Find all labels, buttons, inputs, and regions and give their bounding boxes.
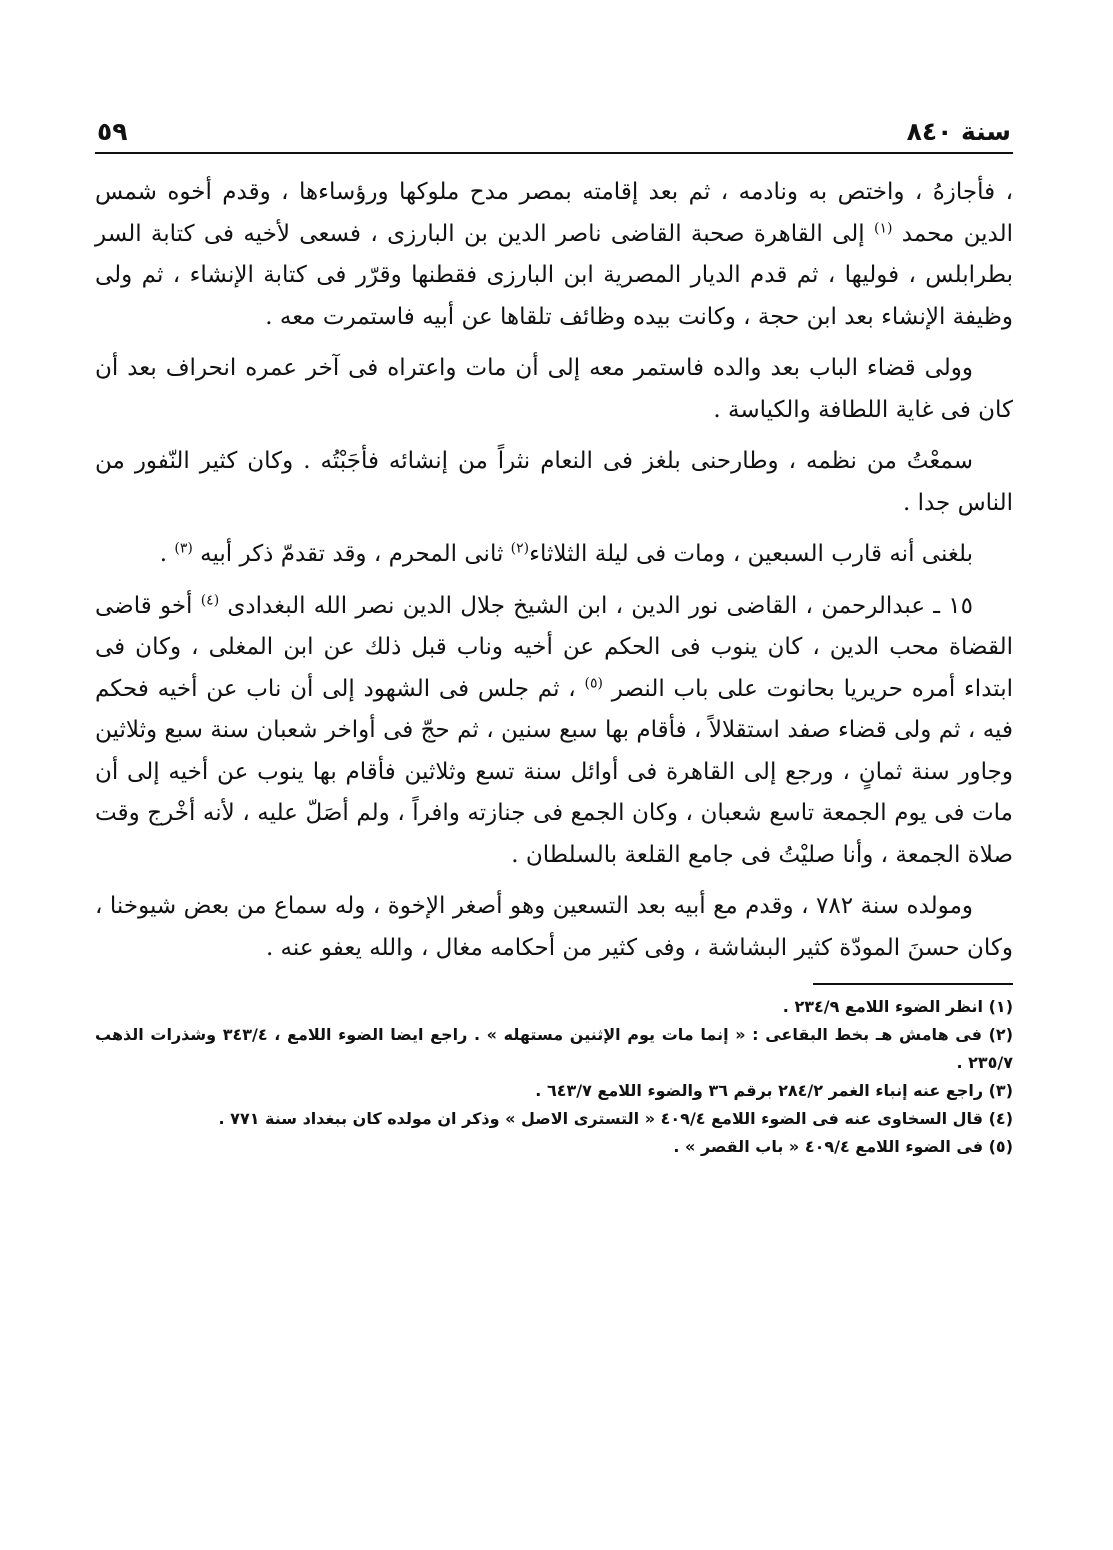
- footnote-3: (٣) راجع عنه إنباء الغمر ٢٨٤/٢ برقم ٣٦ والضوء اللامع ٦٤٣/٧ .: [535, 1081, 1013, 1100]
- footnote-1: (١) انظر الضوء اللامع ٢٣٤/٩ .: [782, 997, 1013, 1016]
- paragraph-2: وولى قضاء الباب بعد والده فاستمر معه إلى أن مات واعتراه فى آخر عمره انحراف بعد أن كان فى غاية اللطافة والكياسة .: [95, 355, 1013, 423]
- footnotes: [95, 993, 1013, 1161]
- footnote-ref-4: (٤): [200, 591, 220, 608]
- year-heading: سنة ٨٤٠: [906, 117, 1011, 146]
- book-page: [95, 100, 1013, 1161]
- paragraph-6: ومولده سنة ٧٨٢ ، وقدم مع أبيه بعد التسعين وهو أصغر الإخوة ، وله سماع من بعض شيوخنا ، وكان حسنَ المودّة كثير البشاشة ، وفى كثير من أحكامه مغال ، والله يعفو عنه .: [95, 893, 1013, 961]
- footnote-ref-5: (٥): [584, 674, 603, 691]
- page-number: ٥٩: [97, 117, 128, 146]
- paragraph-4: بلغنى أنه قارب السبعين ، ومات فى ليلة الثلاثاء$^{(٢)}$ ثانى المحرم ، وقد تقدمّ ذكر أبيه $^{(٣)}$ .: [159, 540, 973, 567]
- paragraph-3: سمعْتُ من نظمه ، وطارحنى بلغز فى النعام نثراً من إنشائه فأجَبْتُه . وكان كثير النّفور من الناس جدا .: [95, 448, 1013, 516]
- footnote-ref-2: (٢): [510, 540, 530, 557]
- entry-15: ١٥ ـ عبدالرحمن ، القاضى نور الدين ، ابن الشيخ جلال الدين نصر الله البغدادى $^{(٤)}$ أخو قاضى القضاة محب الدين ، كان ينوب فى الحكم عن أخيه وناب قبل ذلك عن ابن المغلى ، وكان فى ابتداء أمره حريريا بحانوت على باب النصر $^{(٥)}$ ، ثم جلس فى الشهود إلى أن ناب عن أخيه فحكم فيه ، ثم ولى قضاء صفد استقلالاً ، فأقام بها سبع سنين ، ثم حجّ فى أواخر شعبان سنة سبع وثلاثين وجاور سنة ثمانٍ ، ورجع إلى القاهرة فى أوائل سنة تسع وثلاثين فأقام بها ينوب عن أخيه إلى أن مات فى يوم الجمعة تاسع شعبان ، وكان الجمع فى جنازته وافراً ، ولم أصَلّ عليه ، لأنه أخْرج وقت صلاة الجمعة ، وأنا صليْتُ فى جامع القلعة بالسلطان .: [95, 591, 1013, 868]
- footnote-ref-1: (١): [873, 219, 893, 236]
- footnote-5: (٥) فى الضوء اللامع ٤٠٩/٤ « باب القصر » .: [673, 1137, 1013, 1156]
- footnote-rule: [813, 983, 1013, 985]
- running-head: [95, 100, 1013, 154]
- footnote-4: (٤) قال السخاوى عنه فى الضوء اللامع ٤٠٩/٤ « التسترى الاصل » وذكر ان مولده كان ببغداد سنة ٧٧١ .: [218, 1109, 1013, 1128]
- footnote-ref-3: (٣): [174, 540, 193, 557]
- paragraph-1: ، فأجازهُ ، واختص به ونادمه ، ثم بعد إقامته بمصر مدح ملوكها ورؤساءها ، وقدم أخوه شمس الدين محمد $^{(١)}$ إلى القاهرة صحبة القاضى ناصر الدين بن البارزى ، فسعى لأخيه فى كتابة السر بطرابلس ، فوليها ، ثم قدم الديار المصرية ابن البارزى فقطنها وقرّر فى كتابة الإنشاء ، ثم ولى وظيفة الإنشاء بعد ابن حجة ، وكانت بيده وظائف تلقاها عن أبيه فاستمرت معه .: [95, 179, 1013, 330]
- main-text: [95, 172, 1013, 969]
- footnote-2: (٢) فى هامش هـ بخط البقاعى : « إنما مات يوم الإثنين مستهله » . راجع ايضا الضوء اللامع ، ٣٤٣/٤ وشذرات الذهب ٢٣٥/٧ .: [95, 1025, 1013, 1072]
